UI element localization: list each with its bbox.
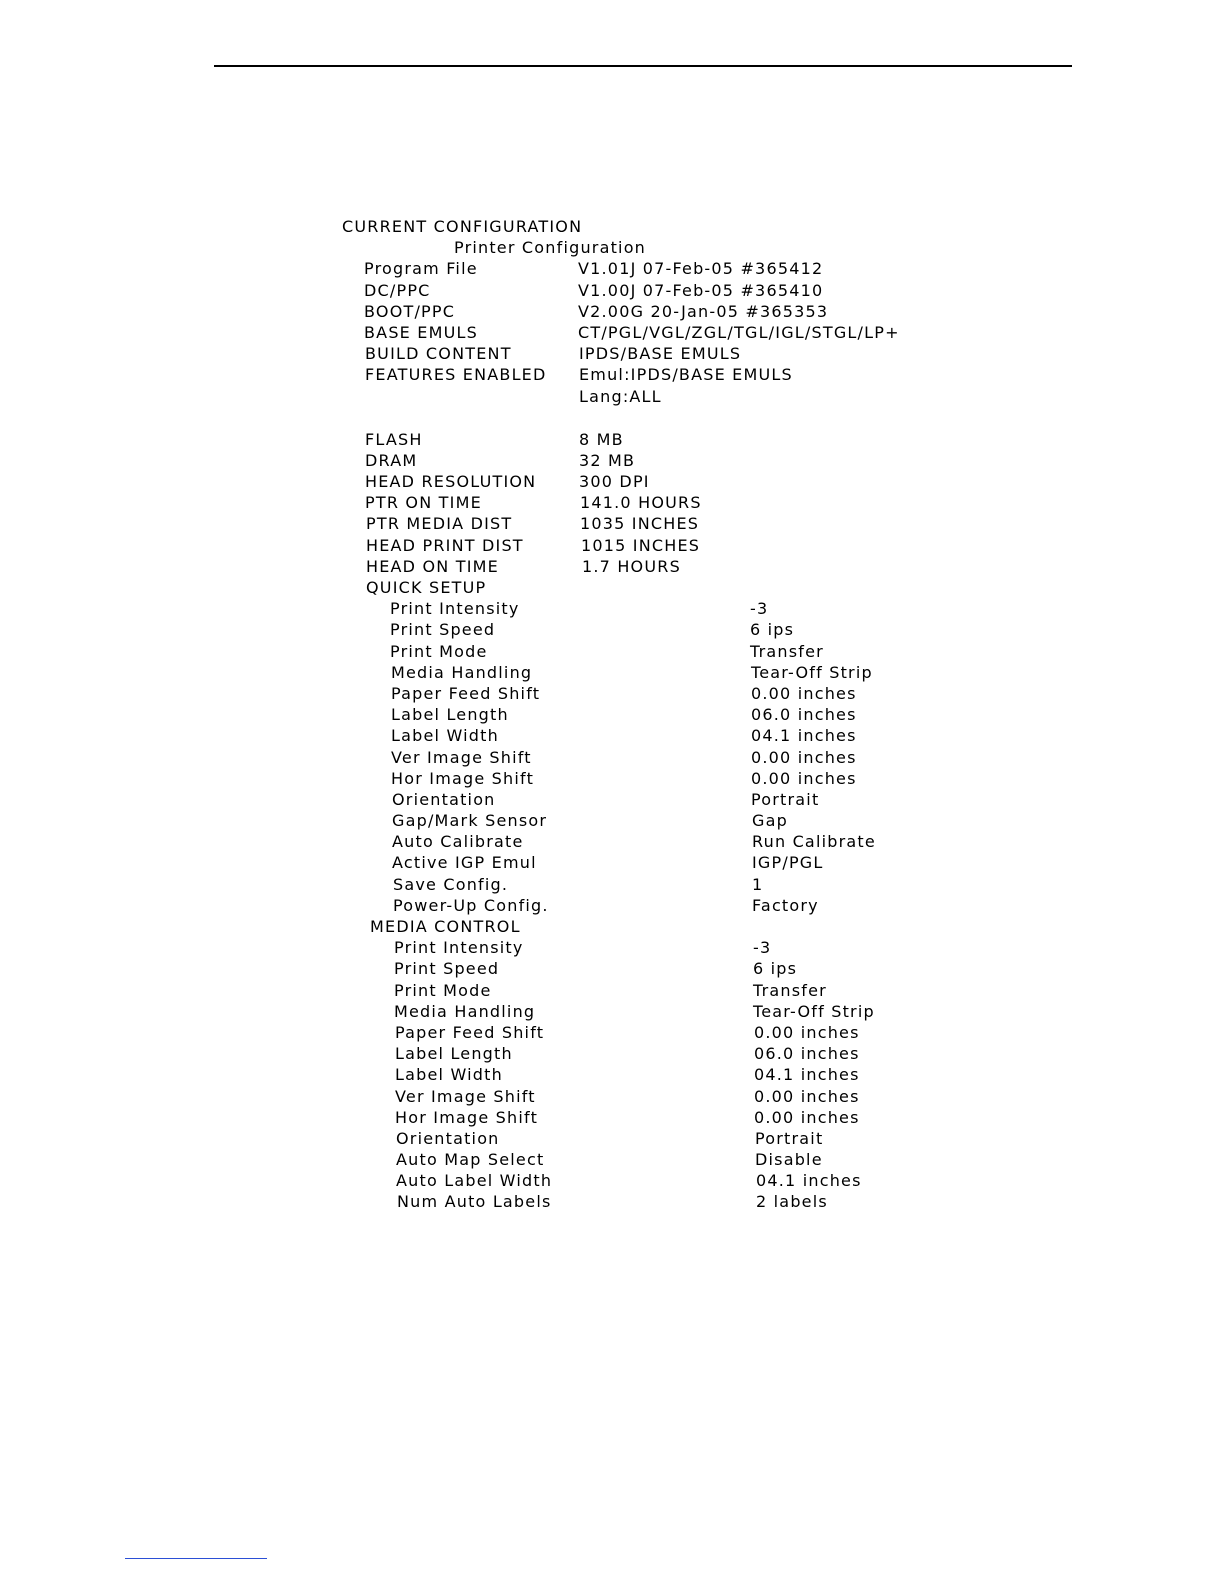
configuration-printout (340, 216, 980, 1213)
setting-label: Auto Map Select (396, 1150, 545, 1170)
setting-label: Auto Label Width (396, 1171, 553, 1191)
setting-value: 06.0 inches (754, 1044, 860, 1064)
setting-label: Hor Image Shift (395, 1107, 539, 1127)
firmware-label: FEATURES ENABLED (365, 365, 547, 385)
media-control-row (340, 1107, 980, 1128)
setting-value: Gap (752, 811, 788, 831)
firmware-value: V1.00J 07-Feb-05 #365410 (578, 280, 824, 300)
footer-rule (125, 1558, 267, 1559)
hardware-row (340, 513, 980, 534)
setting-value: Run Calibrate (752, 832, 876, 852)
setting-value: 6 ips (750, 620, 795, 640)
setting-value: Tear-Off Strip (751, 662, 873, 682)
media-control-row (340, 1022, 980, 1043)
printout-subtitle-row (340, 237, 980, 258)
hardware-row (340, 492, 980, 513)
setting-value: 0.00 inches (751, 683, 857, 703)
quick-setup-row (340, 662, 980, 683)
quick-setup-row (340, 810, 980, 831)
printout-title: CURRENT CONFIGURATION (342, 217, 583, 236)
hardware-value: 300 DPI (579, 472, 650, 492)
setting-label: Ver Image Shift (395, 1086, 536, 1106)
quick-setup-row (340, 789, 980, 810)
firmware-row (340, 386, 980, 407)
firmware-label: BOOT/PPC (364, 301, 456, 321)
media-control-row (340, 1001, 980, 1022)
media-control-row (340, 1128, 980, 1149)
quick-setup-row (340, 768, 980, 789)
quick-setup-row (340, 683, 980, 704)
media-control-row (340, 1170, 980, 1191)
firmware-row (340, 364, 980, 385)
setting-value: IGP/PGL (752, 853, 824, 873)
setting-label: Print Mode (390, 641, 488, 661)
firmware-row (340, 343, 980, 364)
media-control-row (340, 958, 980, 979)
firmware-row (340, 280, 980, 301)
hardware-value: 1015 INCHES (581, 535, 701, 555)
media-control-heading: MEDIA CONTROL (370, 917, 521, 936)
setting-label: Label Width (391, 726, 499, 746)
printout-subtitle: Printer Configuration (454, 238, 647, 258)
hardware-value: 1035 INCHES (580, 514, 700, 534)
setting-label: Paper Feed Shift (391, 683, 541, 703)
quick-setup-row (340, 831, 980, 852)
hardware-value: 1.7 HOURS (582, 556, 681, 576)
quick-setup-row (340, 747, 980, 768)
media-control-row (340, 1149, 980, 1170)
setting-label: Media Handling (391, 662, 533, 682)
setting-label: Orientation (396, 1128, 500, 1148)
media-control-row (340, 980, 980, 1001)
setting-label: Print Intensity (390, 599, 520, 619)
quick-setup-row (340, 704, 980, 725)
firmware-row (340, 301, 980, 322)
setting-label: Auto Calibrate (392, 832, 524, 852)
media-control-row (340, 1191, 980, 1212)
firmware-value: Emul:IPDS/BASE EMULS (579, 365, 793, 385)
setting-label: Print Mode (394, 980, 492, 1000)
section-gap (340, 407, 980, 429)
setting-label: Ver Image Shift (391, 747, 532, 767)
media-control-row (340, 1064, 980, 1085)
setting-label: Gap/Mark Sensor (392, 811, 548, 831)
setting-value: -3 (753, 938, 772, 958)
setting-label: Paper Feed Shift (395, 1022, 545, 1042)
setting-value: 04.1 inches (754, 1065, 860, 1085)
hardware-row (340, 429, 980, 450)
setting-label: Print Speed (390, 620, 496, 640)
setting-value: 6 ips (753, 959, 798, 979)
hardware-value: 141.0 HOURS (580, 493, 702, 513)
firmware-row (340, 258, 980, 279)
hardware-row (340, 556, 980, 577)
media-control-row (340, 1043, 980, 1064)
setting-label: Print Intensity (394, 938, 524, 958)
setting-value: 0.00 inches (751, 768, 857, 788)
firmware-row (340, 322, 980, 343)
setting-value: 1 (752, 874, 764, 894)
firmware-label: Program File (364, 259, 478, 279)
hardware-label: HEAD RESOLUTION (365, 472, 537, 492)
hardware-row (340, 471, 980, 492)
hardware-value: 8 MB (579, 429, 624, 449)
hardware-label: FLASH (365, 429, 423, 449)
firmware-value: V2.00G 20-Jan-05 #365353 (578, 301, 829, 321)
hardware-row (340, 450, 980, 471)
setting-value: 06.0 inches (751, 705, 857, 725)
firmware-label: BUILD CONTENT (365, 344, 512, 364)
printout-title-row (340, 216, 980, 237)
media-control-row (340, 937, 980, 958)
setting-value: 0.00 inches (754, 1022, 860, 1042)
firmware-value: CT/PGL/VGL/ZGL/TGL/IGL/STGL/LP+ (578, 322, 900, 342)
hardware-label: PTR ON TIME (365, 493, 482, 513)
setting-label: Power-Up Config. (393, 895, 549, 915)
setting-label: Media Handling (394, 1001, 536, 1021)
setting-value: 2 labels (756, 1192, 828, 1212)
setting-label: Label Length (395, 1044, 513, 1064)
quick-setup-row (340, 895, 980, 916)
quick-setup-row (340, 874, 980, 895)
setting-value: Portrait (755, 1128, 824, 1148)
quick-setup-heading: QUICK SETUP (366, 578, 487, 597)
setting-label: Hor Image Shift (391, 768, 535, 788)
hardware-value: 32 MB (579, 450, 636, 470)
setting-label: Print Speed (394, 959, 500, 979)
quick-setup-row (340, 598, 980, 619)
quick-setup-row (340, 641, 980, 662)
setting-value: -3 (750, 599, 769, 619)
setting-label: Label Length (391, 705, 509, 725)
media-control-row (340, 1086, 980, 1107)
header-rule (214, 65, 1072, 67)
firmware-value: V1.01J 07-Feb-05 #365412 (578, 259, 824, 279)
hardware-label: HEAD PRINT DIST (366, 535, 524, 555)
setting-value: Transfer (753, 980, 827, 1000)
hardware-label: HEAD ON TIME (366, 556, 499, 576)
hardware-label: PTR MEDIA DIST (366, 514, 513, 534)
setting-value: 04.1 inches (756, 1171, 862, 1191)
setting-value: Tear-Off Strip (753, 1001, 875, 1021)
setting-value: 04.1 inches (751, 726, 857, 746)
firmware-label: BASE EMULS (364, 322, 478, 342)
setting-value: Transfer (750, 641, 824, 661)
setting-value: 0.00 inches (754, 1086, 860, 1106)
quick-setup-row (340, 725, 980, 746)
setting-value: Disable (755, 1150, 823, 1170)
hardware-label: DRAM (365, 450, 418, 470)
setting-value: 0.00 inches (751, 747, 857, 767)
setting-label: Label Width (395, 1065, 503, 1085)
setting-value: Portrait (751, 789, 820, 809)
setting-value: 0.00 inches (754, 1107, 860, 1127)
quick-setup-heading-row (340, 577, 980, 598)
setting-label: Active IGP Emul (392, 853, 537, 873)
firmware-label: DC/PPC (364, 280, 431, 300)
quick-setup-row (340, 852, 980, 873)
firmware-value: IPDS/BASE EMULS (579, 344, 742, 364)
quick-setup-row (340, 619, 980, 640)
media-control-heading-row (340, 916, 980, 937)
hardware-row (340, 535, 980, 556)
firmware-value: Lang:ALL (579, 386, 662, 406)
setting-label: Orientation (392, 789, 496, 809)
setting-label: Save Config. (393, 874, 509, 894)
setting-label: Num Auto Labels (397, 1192, 552, 1212)
setting-value: Factory (752, 895, 819, 915)
